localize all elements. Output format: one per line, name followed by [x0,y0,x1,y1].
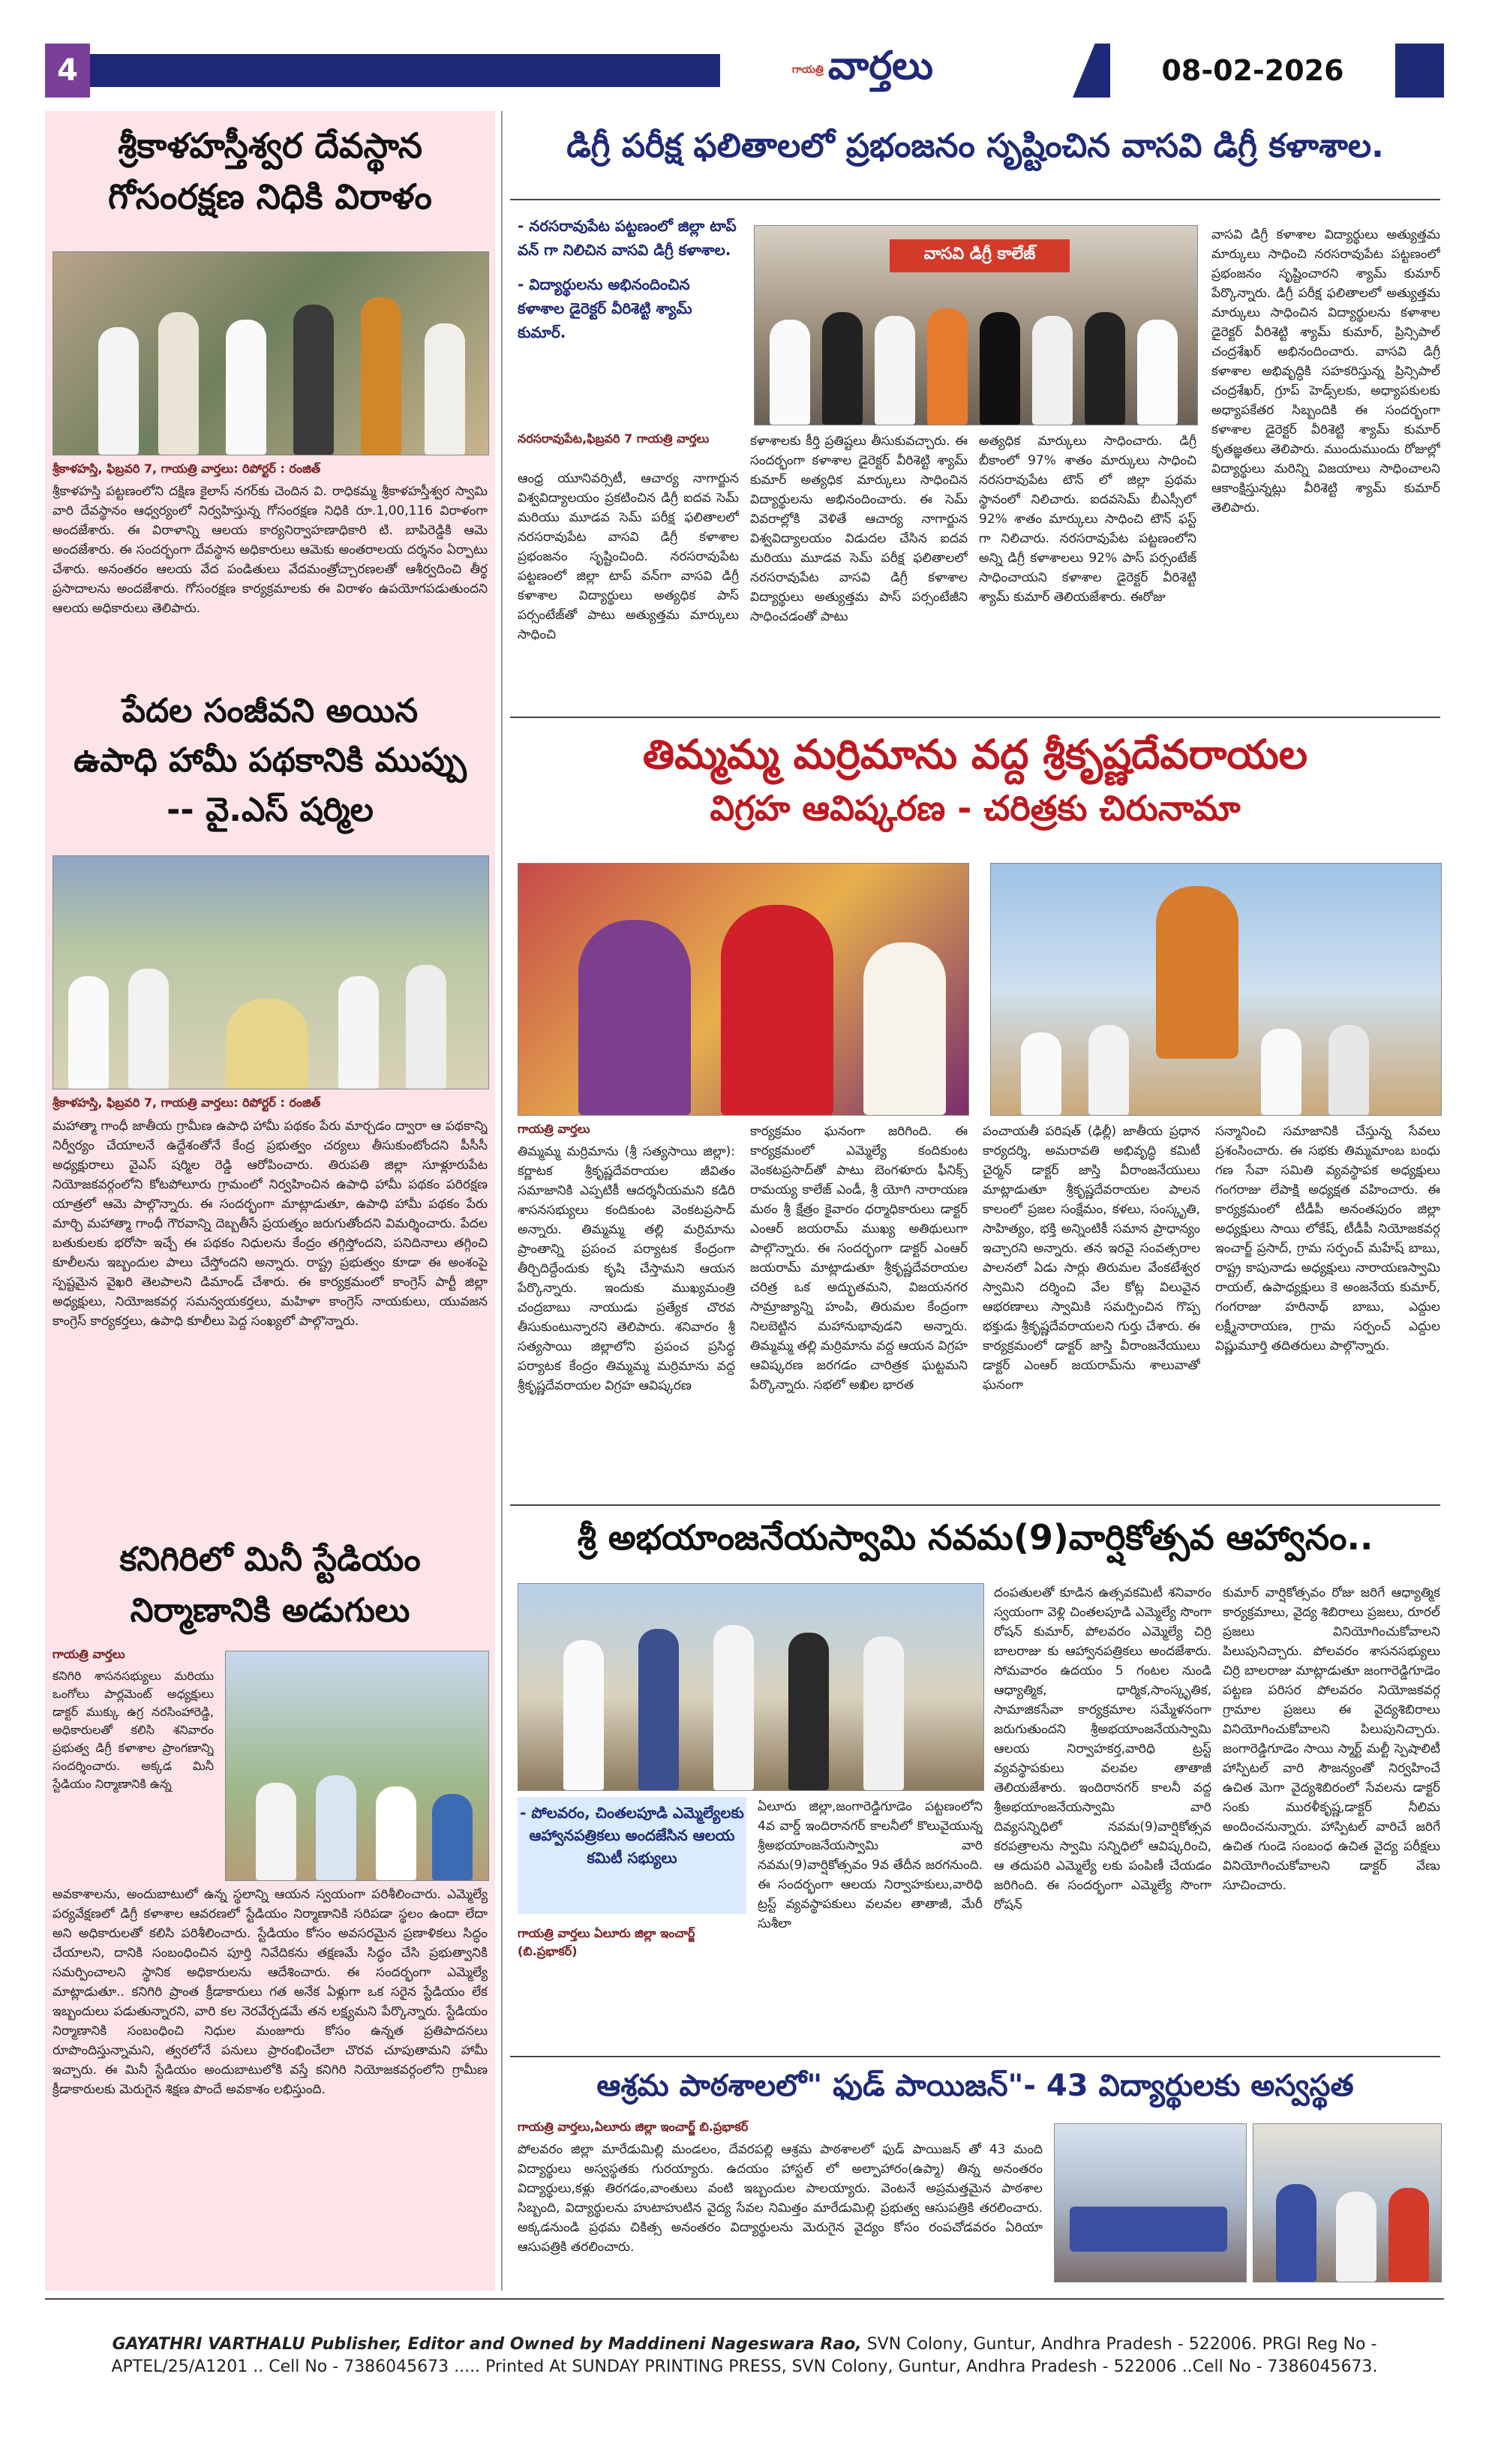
article1-byline: శ్రీకాళహస్తి, ఫిబ్రవరి 7, గాయత్రి వార్తలు: రిపోర్టర్ : రంజిత్ [53,461,321,476]
vasavi-col-1: ఆంధ్ర యూనివర్సిటీ, ఆచార్య నాగార్జున విశ్వవిద్యాలయం ప్రకటించిన డిగ్రీ ఐదవ సెమ్ మరియు మూడవ సెమ్ పరీక్ష ఫలితాలలో నరసరావుపేట వాసవి డిగ్రీ కళాశాల ప్రభంజనం సృష్టించింది. నరసరావుపేట పట్టణంలో జిల్లా టాప్ వన్‌గా వాసవి డిగ్రీ కళాశాల విద్యార్థులు అత్యధిక పాస్ పర్సంటేజ్‌తో పాటు అత్యుత్తమ మార్కులు సాధించి [518,471,739,642]
article3-title-line1: కనిగిరిలో మినీ స్టేడియం [119,1540,421,1579]
krishna-byline: గాయత్రి వార్తలు [518,1122,590,1136]
article2-byline: శ్రీకాళహస్తి, ఫిబ్రవరి 7, గాయత్రి వార్తలు: రిపోర్టర్ : రంజిత్ [53,1095,321,1110]
krishna-photo-2 [990,863,1442,1116]
article2-title-line3: -- వై.ఎస్ షర్మిల [167,791,374,829]
imprint-footer [45,2333,1444,2423]
krishna-col-1: తిమ్మమ్మ మర్రిమాను (శ్రీ సత్యసాయి జిల్లా): కర్ణాటక శ్రీకృష్ణదేవరాయల జీవితం సమాజానికి ఎప్పటికీ ఆదర్శనీయమని కడిరి శాసనసభ్యులు కందికుంట వెంకటప్రసాద్ అన్నారు. తిమ్మమ్మ తల్లి మర్రిమాను ప్రాంతాన్ని ప్రపంచ పర్యాటక కేంద్రంగా తీర్చిదిద్దేందుకు కృషి చేస్తామని ఆయన పేర్కొన్నారు. ఇందుకు ముఖ్యమంత్రి చంద్రబాబు నాయుడు ప్రత్యేక చొరవ తీసుకుంటున్నారని తెలిపారు. శనివారం శ్రీ సత్యసాయి జిల్లాలోని ప్రపంచ ప్రసిద్ధ పర్యాటక కేంద్రం తిమ్మమ్మ మర్రిమాను వద్ద శ్రీకృష్ణదేవరాయల విగ్రహ ఆవిష్కరణ [518,1144,735,1393]
vasavi-highlights [518,214,739,344]
article1-photo [53,251,489,455]
footer-publisher: GAYATHRI VARTHALU Publisher, Editor and Owned by Maddineni Nageswara Rao, [112,2335,862,2354]
masthead-logo [743,44,983,98]
statue-figure [1156,886,1238,1059]
footer-divider [45,2298,1444,2300]
article1-body: శ్రీకాళహస్తి పట్టణంలోని దక్షిణ కైలాస్ నగర్‌కు చెందిన వి. రాధికమ్మ శ్రీకాళహస్తీశ్వర స్వామి వారి దేవస్థానం ఆధ్వర్యంలో నిర్వహిస్తున్న గోసంరక్షణ నిధికి రూ.1,00,116 విరాళంగా అందజేశారు. ఈ విరాళాన్ని ఆలయ కార్యనిర్వాహణాధికారి టి. బాపిరెడ్డికి ఆమె అందజేశారు. ఈ సందర్భంగా దేవస్థాన అధికారులు ఆమెకు అంతరాలయ దర్శనం ఏర్పాటు చేశారు. అనంతరం ఆలయ వేద పండితులు వేదమంత్రోచ్చారణలతో ఆశీర్వదించి తీర్థ ప్రసాదాలను అందజేశారు. గోసంరక్షణ కార్యక్రమాలకు ఈ విరాళం ఉపయోగపడుతుందని ఆలయ అధికారులు తెలిపారు. [53,484,488,616]
anjaneya-col-c: కుమార్ వార్షికోత్సవం రోజు జరిగే ఆధ్యాత్మిక కార్యక్రమాలు, వైద్య శిబిరాలు ప్రజలు, రూరల్ ప్రజలు వినియోగించుకోవాలని పిలుపునిచ్చారు. పోలవరం శాసనసభ్యులు చిర్రి బాలరాజు మాట్లాడుతూ జంగారెడ్డిగూడెం పట్టణ పరిసర పోలవరం నియోజకవర్గ గ్రామాల ప్రజలు ఈ వైద్యశిబిరాలు వినియోగించుకోవాలని పిలుపునిచ్చారు. జంగారెడ్డిగూడెం సాయి స్మార్ట్ మల్టీ స్పెషాలిటీ హాస్పిటల్ వారి సౌజన్యంతో నిర్వహించే ఉచిత మెగా వైద్యశిబిరంలో సేవలను డాక్టర్ సంకు మురళీకృష్ణ,డాక్టర్ నీలిమ అందించనున్నారు. హాస్పిటల్ వారిచే జరిగే ఉచిత గుండె సంబంధ ఉచిత వైద్య పరీక్షలు వినియోగించుకోవాలని డాక్టర్ వేణు సూచించారు. [1223,1585,1440,1893]
article2-title [53,687,488,835]
food-headline: ఆశ్రమ పాఠశాలలో" ఫుడ్ పాయిజన్"- 43 విద్యార్థులకు అస్వస్థత [596,2069,1354,2103]
article3-body: అవకాశాలను, అందుబాటులో ఉన్న స్థలాన్ని ఆయన స్వయంగా పరిశీలించారు. ఎమ్మెల్యే పర్యవేక్షణలో డిగ్రీ కళాశాల ఆవరణలో స్టేడియం నిర్మాణానికి సరిపడా స్థలం ఉందా లేదా అని అధికారులతో కలిసి పరిశీలించారు. స్టేడియం కోసం అవసరమైన ప్రణాళికలు సిద్ధం చేయాలని, దానికి సంబంధించిన పూర్తి నివేదికను తక్షణమే సిద్ధం చేసి ప్రభుత్వానికి సమర్పించాలని స్థానిక అధికారులను ఆదేశించారు. ఈ సందర్భంగా ఎమ్మెల్యే మాట్లాడుతూ.. కనిగిరి ప్రాంత క్రీడాకారులు గత అనేక ఏళ్లుగా ఒక సరైన స్టేడియం లేక ఇబ్బందులు పడుతున్నారని, వారి కల నెరవేర్చడమే తన లక్ష్యమని పేర్కొన్నారు. స్టేడియం నిర్మాణానికి సంబంధించి నిధుల మంజూరు కోసం ఉన్నత ప్రతిపాదనలు రూపొందిస్తున్నామని, త్వరలోనే పనులు ప్రారంభించేలా చొరవ చూపుతామని హామీ ఇచ్చారు. ఈ మినీ స్టేడియం అందుబాటులోకి వస్తే కనిగిరి నియోజకవర్గంలోని గ్రామీణ క్రీడాకారులకు మెరుగైన శిక్షణ పొందే అవకాశం లభిస్తుంది. [53,1887,488,2097]
vasavi-col-2: కళాశాలకు కీర్తి ప్రతిష్టలు తీసుకువచ్చారు. ఈ సందర్భంగా కళాశాల డైరెక్టర్ వీరిశెట్టి శ్యామ్ కుమార్ అత్యధిక మార్కులు సాధించిన విద్యార్థులను అభినందించారు. ఈ సెమ్ వివరాల్లోకి వెళితే ఆచార్య నాగార్జున విశ్వవిద్యాలయం విడుదల చేసిన ఐదవ మరియు మూడవ సెమ్ పరీక్ష ఫలితాలలో నరసరావుపేట వాసవి డిగ్రీ కళాశాల విద్యార్థులు అత్యుత్తమ పాస్ పర్సంటేజీని సాధించడంతో పాటు [750,434,968,624]
vasavi-headline: డిగ్రీ పరీక్ష ఫలితాలలో ప్రభంజనం సృష్టించిన వాసవి డిగ్రీ కళాశాల. [566,127,1384,165]
article2-title-line2: ఉపాధి హామీ పథకానికి ముప్పు [74,741,467,780]
page-header [45,44,1444,98]
vasavi-banner: వాసవి డిగ్రీ కాలేజ్ [890,239,1070,272]
krishna-headline-line1: తిమ్మమ్మ మర్రిమాను వద్ద శ్రీకృష్ణదేవరాయల [642,731,1308,778]
krishna-col-2: కార్యక్రమం ఘనంగా జరిగింది. ఈ కార్యక్రమంలో ఎమ్మెల్యే కందికుంట వెంకటప్రసాద్‌తో పాటు బెంగళూరు ఫీనిక్స్ రామయ్య కాలేజ్ ఎండీ, శ్రీ యోగి నారాయణ మఠం శ్రీ క్షేత్రం కైవారం ధర్మాధికారులు డాక్టర్ ఎంఆర్ జయరామ్ ముఖ్య అతిథులుగా పాల్గొన్నారు. ఈ సందర్భంగా డాక్టర్ ఎంఆర్ జయరామ్ మాట్లాడుతూ శ్రీకృష్ణదేవరాయల చరిత్ర ఒక అద్భుతమని, విజయనగర సామ్రాజ్యాన్ని హంపి, తిరుమల కేంద్రంగా నిలబెట్టిన మహానుభావుడని అన్నారు. తిమ్మమ్మ తల్లి మర్రిమాను వద్ద ఆయన విగ్రహ ఆవిష్కరణ జరగడం చారిత్రక ఘట్టమని పేర్కొన్నారు. సభలో అఖిల భారత [750,1124,968,1393]
divider [510,717,1440,718]
divider [510,199,1440,200]
footer-details: SVN Colony, Guntur, Andhra Pradesh - 522006. PRGI Reg No - APTEL/25/A1201 .. Cell No - 7386045673 ..... Printed At SUNDAY PRINTING PRESS, SVN Colony, Guntur, Andhra Pradesh - 522006 ..Cell No - 7386045673. [111,2335,1378,2376]
divider [510,2056,1440,2057]
vasavi-bullet-2: - విద్యార్థులను అభినందించిన కళాశాల డైరెక్టర్ వీరిశెట్టి శ్యామ్ కుమార్. [518,275,692,341]
food-photo-1 [1054,2123,1247,2282]
vasavi-byline: నరసరావుపేట,ఫిబ్రవరి 7 గాయత్రి వార్తలు [518,431,710,446]
masthead-small: గాయత్రి [791,63,824,76]
krishna-col-3: పంచాయతీ పరిషత్ (ఢిల్లీ) జాతీయ ప్రధాన కార్యదర్శి, అమరావతి అభివృద్ధి కమిటీ చైర్మన్ డాక్టర్ జాస్తి వీరాంజనేయులు మాట్లాడుతూ శ్రీకృష్ణదేవరాయల పాలన కాలంలో ప్రజల సంక్షేమం, కళలు, సంస్కృతి, సాహిత్యం, భక్తి అన్నింటికీ సమాన ప్రాధాన్యం ఇచ్చారని అన్నారు. తన ఇరవై సంవత్సరాల పాలనలో ఏడు సార్లు తిరుమల వేంకటేశ్వర స్వామిని దర్శించి వేల కోట్ల విలువైన ఆభరణాలు స్వామికి సమర్పించిన గొప్ప భక్తుడు శ్రీకృష్ణదేవరాయలని గుర్తు చేశారు. ఈ కార్యక్రమంలో డాక్టర్ జాస్తి వీరాంజనేయులు డాక్టర్ ఎంఆర్ జయరామ్‌ను శాలువాతో ఘనంగా [983,1124,1200,1393]
article2-photo [53,855,489,1089]
vasavi-bullet-1: - నరసరావుపేట పట్టణంలో జిల్లా టాప్ వన్ గా నిలిచిన వాసవి డిగ్రీ కళాశాల. [518,217,737,259]
vasavi-col-3: అత్యధిక మార్కులు సాధించారు. డిగ్రీ బీకాంలో 97% శాతం మార్కులు సాధించి నరసరావుపేట టౌన్ లో జిల్లా ప్రథమ స్థానంలో నిలిచారు. ఐదవసెమ్ బీఎస్సీలో 92% శాతం మార్కులు సాధించి టౌన్ ఫస్ట్ గా నిలిచారు. నరసరావుపేట పట్టణంలోని అన్ని డిగ్రీ కళాశాలలు 92% పాస్ పర్సంటేజ్ సాధించాయని కళాశాల డైరెక్టర్ వీరిశెట్టి శ్యామ్ కుమార్ తెలియజేశారు. ఈరోజు [979,434,1196,605]
krishna-photo-1 [518,863,969,1116]
article1-title [53,120,488,222]
anjaneya-headline: శ్రీ అభయాంజనేయస్వామి నవమ(9)వార్షికోత్సవ ఆహ్వానం.. [577,1517,1373,1558]
vasavi-photo [754,225,1198,425]
article3-title-line2: నిర్మాణానికి అడుగులు [130,1591,410,1630]
food-body: పోలవరం జిల్లా మారేడుమిల్లి మండలం, దేవరపల్లి ఆశ్రమ పాఠశాలలో ఫుడ్ పాయిజన్ తో 43 మంది విద్యార్థులు అస్వస్థతకు గురయ్యారు. ఉదయం హాస్టల్ లో అల్పాహారం(ఉప్మా) తిన్న అనంతరం విద్యార్థులు,కళ్లు తిరగడం,వాంతులు వంటి ఇబ్బందుల పాలయ్యారు. వెంటనే అప్రమత్తమైన పాఠశాల సిబ్బంది, విద్యార్థులను హుటాహుటిన వైద్య సేవల నిమిత్తం మారేడుమిల్లి ప్రభుత్వ ఆసుపత్రికి తరలించారు. అక్కడనుండి ప్రథమ చికిత్స అనంతరం విద్యార్థులను మెరుగైన వైద్యం కోసం రంపచోడవరం ఏరియా ఆసుపత్రికి తరలించారు. [518,2142,1043,2255]
column-divider [501,111,503,2291]
krishna-col-4: సన్మానించి సమాజానికి చేస్తున్న సేవలు ప్రశంసించారు. ఈ సభకు తిమ్మమాంబ బంధు గణ సేవా సమితి వ్యవస్థాపక అధ్యక్షులు గంగరాజు లేపాక్షి అధ్యక్షత వహించారు. ఈ కార్యక్రమంలో టీడీపీ అనంతపురం జిల్లా అధ్యక్షులు సాయి లోకేష్, టీడీపీ నియోజకవర్గ ఇంచార్జ్ ప్రసాద్, గ్రామ సర్పంచ్ మహేష్ బాబు, రాష్ట్ర కాపునాడు అధ్యక్షులు నారాయణస్వామి రాయల్, ఉపాధ్యక్షులు కె అంజనేయ కుమార్, గంగరాజు హరినాథ్ బాబు, ఎద్దుల లక్ష్మీనారాయణ, గ్రామ సర్పంచ్ ఎద్దుల విష్ణుమూర్తి తదితరులు పాల్గొన్నారు. [1215,1124,1440,1354]
anjaneya-caption: - పోలవరం, చింతలపూడి ఎమ్మెల్యేలకు ఆహ్వానపత్రికలు అందజేసిన ఆలయ కమిటీ సభ్యులు [518,1797,746,1914]
article3-body-narrow: కనిగిరి శాసనసభ్యులు మరియు ఒంగోలు పార్లమెంట్ అధ్యక్షులు డాక్టర్ ముక్కు ఉగ్ర నరసింహారెడ్డి, అధికారులతో కలిసి శనివారం ప్రభుత్వ డిగ్రీ కళాశాల ప్రాంగణాన్ని సందర్శించారు. అక్కడ మినీ స్టేడియం నిర్మాణానికి ఉన్న [53,1669,214,1791]
vasavi-col-4: వాసవి డిగ్రీ కళాశాల విద్యార్థులు అత్యుత్తమ మార్కులు సాధించి నరసరావుపేట పట్టణంలో ప్రభంజనం సృష్టించారని శ్యామ్ కుమార్ పేర్కొన్నారు. డిగ్రీ పరీక్ష ఫలితాలలో అత్యుత్తమ మార్కులు సాధించిన విద్యార్థులను కళాశాల డైరెక్టర్ వీరిశెట్టి శ్యామ్ కుమార్, ప్రిన్సిపాల్ చంద్రశేఖర్ అభినందించారు. వాసవి డిగ్రీ కళాశాల అభివృద్ధికి సహకరిస్తున్న ప్రిన్సిపాల్ చంద్రశేఖర్, గ్రూప్ హెడ్స్‌లకు, అధ్యాపకులకు అధ్యాపకేతర సిబ్బందికి ఈ సందర్భంగా కళాశాల డైరెక్టర్ వీరిశెట్టి శ్యామ్ కుమార్ కృతజ్ఞతలు తెలిపారు. ముందుముందు రోజుల్లో విద్యార్థులు మరిన్ని విజయాలు సాధించాలని ఆకాంక్షిస్తున్నట్లు వీరిశెట్టి శ్యామ్ కుమార్ తెలిపారు. [1211,227,1440,515]
anjaneya-col-b: దంపతులతో కూడిన ఉత్సవకమిటీ శనివారం స్వయంగా వెళ్లి చింతలపూడి ఎమ్మెల్యే సొంగా రోషన్ కుమార్, పోలవరం ఎమ్మెల్యే చిర్రి బాలరాజు కు ఆహ్వానపత్రికలు అందజేశారు. సోమవారం ఉదయం 5 గంటల నుండి ఆధ్యాత్మిక, ధార్మిక,సాంస్కృతిక, సామాజికసేవా కార్యక్రమాల సమ్మేళనంగా జరుగుతుందని శ్రీఅభయాంజనేయస్వామి ఆలయ నిర్వాహకర్త,వారిధి ట్రస్ట్ వ్యవస్థాపకులు వలవల తాతాజీ తెలియజేశారు. ఇందిరానగర్ కాలనీ వద్ద శ్రీఅభయాంజనేయస్వామి వారి దివ్యసన్నిధిలో నవమ(9)వార్షికోత్సవ కరపత్రాలను స్వామి సన్నిధిలో ఆవిష్కరించి, ఆ తదుపరి ఎమ్మెల్యే లకు పంపిణీ చేయడం జరిగింది. ఈ సందర్భంగా ఎమ్మెల్యే సొంగా రోషన్ [994,1585,1211,1913]
krishna-headline-line2: విగ్రహ ఆవిష్కరణ - చరిత్రకు చిరునామా [710,788,1241,828]
food-byline: గాయత్రి వార్తలు,ఏలూరు జిల్లా ఇంచార్జ్ బి.ప్రభాకర్ [518,2120,749,2134]
page-number: 4 [45,44,90,98]
anjaneya-byline: గాయత్రి వార్తలు ఏలూరు జిల్లా ఇంచార్జ్ (బి.ప్రభాకర్) [518,1926,695,1958]
article2-title-line1: పేదల సంజీవని అయిన [122,692,419,730]
issue-date: 08-02-2026 [1110,44,1395,98]
article3-title [53,1534,488,1636]
anjaneya-photo [518,1583,984,1791]
article2-body: మహాత్మా గాంధీ జాతీయ గ్రామీణ ఉపాధి హామీ పథకం పేరు మార్చడం ద్వారా ఆ పథకాన్ని నిర్వీర్యం చేయాలనే ఉద్దేశంతోనే కేంద్ర ప్రభుత్వం చర్యలు తీసుకుంటోందని పీసీసీ అధ్యక్షురాలు వైఎస్ షర్మిల రెడ్డి ఆరోపించారు. తిరుపతి జిల్లా సూళ్లూరుపేట నియోజకవర్గంలోని కోటపోలూరు గ్రామంలో నిర్వహించిన ఉపాధి హామీ పథకం పరిరక్షణ యాత్రలో ఆమె పాల్గొన్నారు. ఈ సందర్భంగా మాట్లాడుతూ, ఉపాధి హామీ పథకం పేరు మార్చి మహాత్మా గాంధీ గౌరవాన్ని దెబ్బతీసే ప్రయత్నం జరుగుతోందని విమర్శించారు. పేదల బతుకులకు భరోసా ఇచ్చే ఈ పథకం నిధులను కేంద్రం తగ్గిస్తోందని, పనిదినాలు తగ్గించి కూలీలను ఇబ్బందుల పాలు చేస్తోందని అన్నారు. రాష్ట్ర ప్రభుత్వం కూడా ఈ అంశంపై స్పష్టమైన వైఖరి తెలపాలని డిమాండ్ చేశారు. ఈ కార్యక్రమంలో కాంగ్రెస్ పార్టీ జిల్లా అధ్యక్షులు, నియోజకవర్గ సమన్వయకర్తలు, మహిళా కాంగ్రెస్ నాయకులు, యువజన కాంగ్రెస్ కార్యకర్తలు, ఉపాధి కూలీలు పెద్ద సంఖ్యలో పాల్గొన్నారు. [53,1119,488,1329]
food-photo-2 [1253,2123,1442,2282]
header-rule-left [90,54,720,87]
article3-byline: గాయత్రి వార్తలు [53,1647,125,1661]
anjaneya-col-a: ఏలూరు జిల్లా,జంగారెడ్డిగూడెం పట్టణంలోని 4వ వార్డ్ ఇందిరానగర్ కాలనీలో కొలువైయున్న శ్రీఅభయాంజనేయస్వామి వారి నవమ(9)వార్షికోత్సవం 9వ తేదీన జరగనుంది. ఈ సందర్భంగా ఆలయ నిర్వాహకులు,వారిధి ట్రస్ట్ వ్యవస్థాపకులు వలవల తాతాజీ, మేరీ సుశీలా [758,1799,983,1931]
article3-photo [225,1651,489,1881]
divider [510,1504,1440,1506]
masthead-title: వార్తలు [827,43,934,89]
article1-title-line2: గోసంరక్షణ నిధికి విరాళం [108,176,432,217]
article1-title-line1: శ్రీకాళహస్తీశ్వర దేవస్థాన [118,125,422,166]
